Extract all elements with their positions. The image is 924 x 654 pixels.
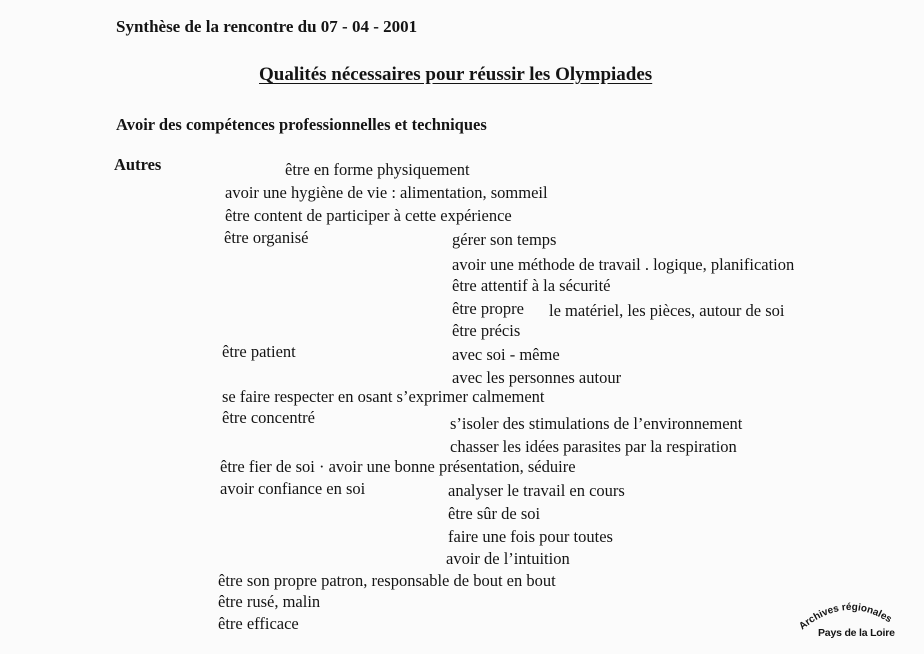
quality-detail: être propre xyxy=(452,299,524,318)
quality-detail: avec les personnes autour xyxy=(452,368,622,387)
quality-line: être fier de soi · avoir une bonne présentation, séduire xyxy=(220,457,576,476)
stamp-name: Pays de la Loire xyxy=(818,627,895,639)
quality-line: se faire respecter en osant s’exprimer calmement xyxy=(222,387,545,406)
quality-line: être content de participer à cette expérience xyxy=(225,206,512,225)
quality-detail: avoir une méthode de travail . logique, planification xyxy=(452,255,795,274)
archive-stamp xyxy=(796,596,896,648)
quality-detail: avec soi - même xyxy=(452,345,560,364)
autres-label: Autres xyxy=(114,155,162,174)
quality-line: être patient xyxy=(222,342,296,361)
section-heading: Avoir des compétences professionnelles et techniques xyxy=(116,115,487,134)
quality-line: être rusé, malin xyxy=(218,592,321,611)
quality-detail: faire une fois pour toutes xyxy=(448,527,613,546)
quality-detail: s’isoler des stimulations de l’environnement xyxy=(450,414,743,433)
document-header: Synthèse de la rencontre du 07 - 04 - 2001 xyxy=(116,17,418,36)
quality-line: avoir confiance en soi xyxy=(220,479,366,498)
quality-detail: analyser le travail en cours xyxy=(448,481,625,500)
quality-detail: le matériel, les pièces, autour de soi xyxy=(549,301,785,320)
quality-line: être en forme physiquement xyxy=(285,160,470,179)
quality-line: être concentré xyxy=(222,408,315,427)
quality-detail: chasser les idées parasites par la respiration xyxy=(450,437,737,456)
stamp-arc-text: Archives régionales xyxy=(797,601,894,633)
quality-detail: être sûr de soi xyxy=(448,504,541,523)
quality-line: être son propre patron, responsable de bout en bout xyxy=(218,571,556,590)
quality-detail: être attentif à la sécurité xyxy=(452,276,611,295)
quality-line: être organisé xyxy=(224,228,309,247)
quality-line: avoir une hygiène de vie : alimentation, sommeil xyxy=(225,183,548,202)
quality-detail: gérer son temps xyxy=(452,230,557,249)
quality-detail: être précis xyxy=(452,321,521,340)
quality-line: être efficace xyxy=(218,614,299,633)
quality-detail: avoir de l’intuition xyxy=(446,549,570,568)
document-title: Qualités nécessaires pour réussir les Olympiades xyxy=(259,64,653,85)
